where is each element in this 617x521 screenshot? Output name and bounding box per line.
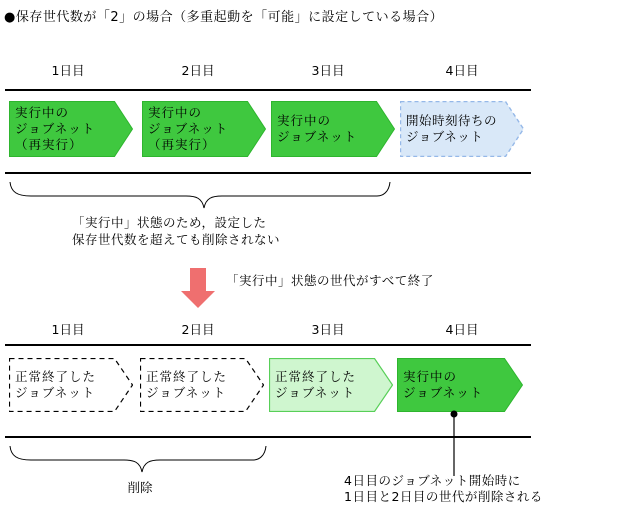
jobnet-box-label: 正常終了した ジョブネット <box>275 369 357 400</box>
jobnet-box-label: 正常終了した ジョブネット <box>15 369 97 400</box>
diagram-title: ●保存世代数が「2」の場合（多重起動を「可能」に設定している場合） <box>4 10 444 25</box>
delete-label: 削除 <box>127 480 153 495</box>
band1-day-label-4: 4日目 <box>445 63 479 78</box>
band1-bottom-line <box>5 172 531 174</box>
band2-day-label-2: 2日目 <box>181 322 215 337</box>
band2-day-label-3: 3日目 <box>311 322 345 337</box>
jobnet-box-label: 実行中の ジョブネット （再実行） <box>148 105 229 152</box>
jobnet-box-day3-running <box>271 101 395 157</box>
jobnet-box-label: 正常終了した ジョブネット <box>146 369 228 400</box>
jobnet-box-day2-running <box>142 101 266 157</box>
jobnet-box-label: 開始時刻待ちの ジョブネット <box>406 113 498 144</box>
jobnet-box-day4-running <box>397 358 521 412</box>
jobnet-box-day1-deleted <box>9 358 133 412</box>
jobnet-box-label: 実行中の ジョブネット <box>277 113 358 144</box>
jobnet-box-label: 実行中の ジョブネット （再実行） <box>15 105 96 152</box>
band1-brace <box>8 180 392 212</box>
jobnet-box-label: 実行中の ジョブネット <box>403 369 484 400</box>
band2-brace <box>8 444 268 476</box>
band1-top-line <box>5 89 531 91</box>
callout-connector <box>446 408 462 478</box>
callout-note: 4日目のジョブネット開始時に 1日目と2日目の世代が削除される <box>344 473 543 504</box>
band1-day-label-1: 1日目 <box>51 63 85 78</box>
jobnet-box-day1-running <box>9 101 133 157</box>
jobnet-box-day4-waiting <box>400 101 524 157</box>
down-arrow-icon <box>179 268 217 309</box>
band1-day-label-2: 2日目 <box>181 63 215 78</box>
band1-note: 「実行中」状態のため，設定した 保存世代数を超えても削除されない <box>72 215 281 247</box>
band2-day-label-4: 4日目 <box>445 322 479 337</box>
band2-day-label-1: 1日目 <box>51 322 85 337</box>
band2-top-line <box>5 344 531 346</box>
band1-day-label-3: 3日目 <box>311 63 345 78</box>
jobnet-box-day2-deleted <box>140 358 264 412</box>
transition-label: 「実行中」状態の世代がすべて終了 <box>226 273 434 288</box>
jobnet-box-day3-ended <box>269 358 393 412</box>
